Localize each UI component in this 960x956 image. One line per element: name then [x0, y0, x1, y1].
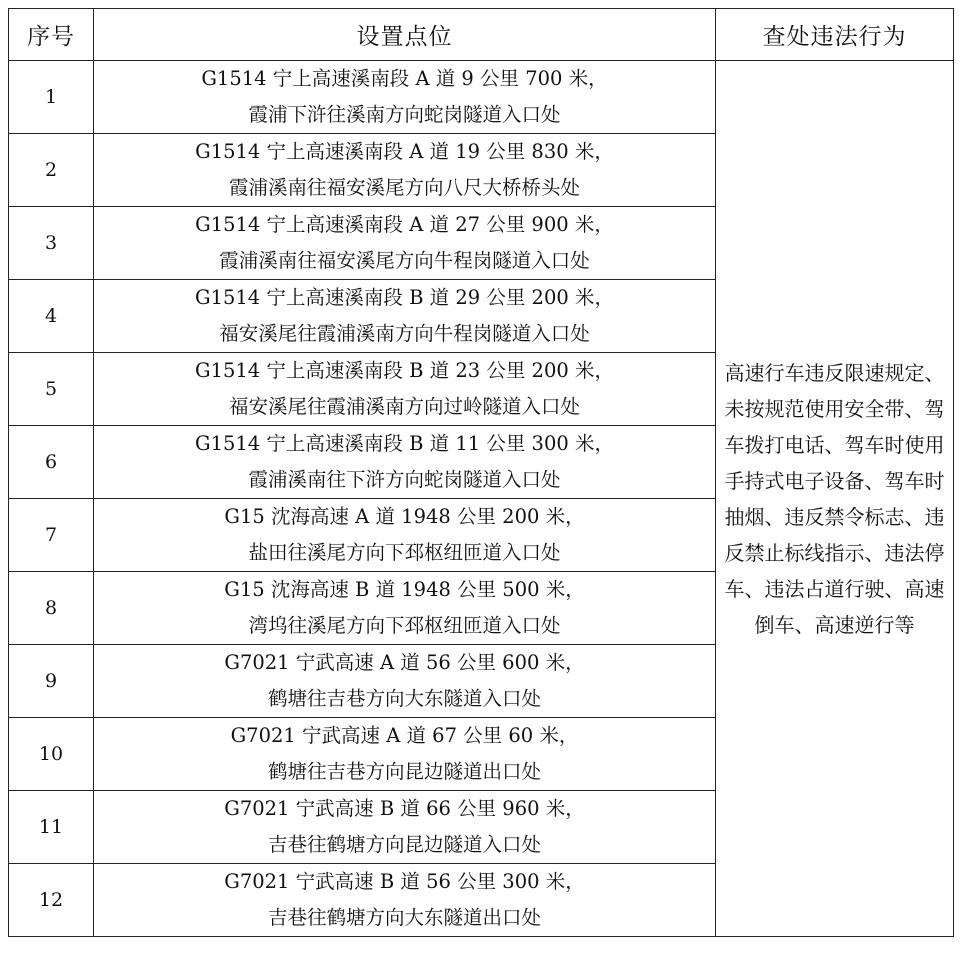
location-line-2: 鹤塘往吉巷方向大东隧道入口处: [267, 687, 541, 710]
location-line-2: 盐田往溪尾方向下邳枢纽匝道入口处: [248, 541, 561, 564]
row-location: [94, 572, 716, 645]
row-location: [94, 134, 716, 207]
location-line-2: 福安溪尾往霞浦溪南方向牛程岗隧道入口处: [219, 322, 590, 345]
location-line-1: G1514 宁上高速溪南段 B 道 29 公里 200 米，: [195, 286, 614, 309]
row-location: [94, 426, 716, 499]
row-location: [94, 499, 716, 572]
row-index: 12: [9, 864, 94, 937]
location-line-1: G7021 宁武高速 A 道 67 公里 60 米，: [230, 724, 579, 747]
row-location: [94, 718, 716, 791]
location-line-1: G15 沈海高速 A 道 1948 公里 200 米，: [224, 505, 585, 528]
row-location: [94, 645, 716, 718]
location-line-2: 鹤塘往吉巷方向昆边隧道出口处: [267, 760, 541, 783]
location-line-1: G1514 宁上高速溪南段 A 道 19 公里 830 米，: [195, 140, 614, 163]
row-index: 6: [9, 426, 94, 499]
location-line-1: G7021 宁武高速 B 道 56 公里 300 米，: [224, 870, 585, 893]
location-line-1: G1514 宁上高速溪南段 B 道 11 公里 300 米，: [195, 432, 614, 455]
row-location: [94, 280, 716, 353]
row-index: 7: [9, 499, 94, 572]
row-index: 10: [9, 718, 94, 791]
location-line-1: G1514 宁上高速溪南段 B 道 23 公里 200 米，: [195, 359, 614, 382]
location-line-2: 霞浦溪南往下浒方向蛇岗隧道入口处: [248, 468, 561, 491]
header-location: 设置点位: [94, 9, 716, 61]
location-line-2: 霞浦溪南往福安溪尾方向牛程岗隧道入口处: [219, 249, 590, 272]
table-row: [9, 61, 954, 134]
location-line-1: G15 沈海高速 B 道 1948 公里 500 米，: [224, 578, 585, 601]
location-line-1: G7021 宁武高速 B 道 66 公里 960 米，: [224, 797, 585, 820]
location-line-1: G1514 宁上高速溪南段 A 道 9 公里 700 米，: [201, 67, 608, 90]
location-line-2: 福安溪尾往霞浦溪南方向过岭隧道入口处: [228, 395, 580, 418]
row-index: 9: [9, 645, 94, 718]
location-line-1: G1514 宁上高速溪南段 A 道 27 公里 900 米，: [195, 213, 614, 236]
row-index: 8: [9, 572, 94, 645]
violation-behaviors-cell: 高速行车违反限速规定、未按规范使用安全带、驾车拨打电话、驾车时使用手持式电子设备、驾车时抽烟、违反禁令标志、违反禁止标线指示、违法停车、违法占道行驶、高速倒车、高速逆行等: [716, 61, 954, 937]
row-index: 2: [9, 134, 94, 207]
row-index: 5: [9, 353, 94, 426]
location-line-2: 吉巷往鹤塘方向大东隧道出口处: [267, 906, 541, 929]
row-location: [94, 207, 716, 280]
row-location: [94, 61, 716, 134]
row-location: [94, 864, 716, 937]
row-index: 1: [9, 61, 94, 134]
enforcement-locations-table: [8, 8, 954, 937]
row-location: [94, 791, 716, 864]
row-index: 3: [9, 207, 94, 280]
header-index: 序号: [9, 9, 94, 61]
location-line-2: 霞浦下浒往溪南方向蛇岗隧道入口处: [248, 103, 561, 126]
row-index: 11: [9, 791, 94, 864]
header-row: [9, 9, 954, 61]
header-behavior: 查处违法行为: [716, 9, 954, 61]
row-location: [94, 353, 716, 426]
location-line-2: 吉巷往鹤塘方向昆边隧道入口处: [267, 833, 541, 856]
location-line-2: 霞浦溪南往福安溪尾方向八尺大桥桥头处: [228, 176, 580, 199]
location-line-2: 湾坞往溪尾方向下邳枢纽匝道入口处: [248, 614, 561, 637]
row-index: 4: [9, 280, 94, 353]
location-line-1: G7021 宁武高速 A 道 56 公里 600 米，: [224, 651, 585, 674]
